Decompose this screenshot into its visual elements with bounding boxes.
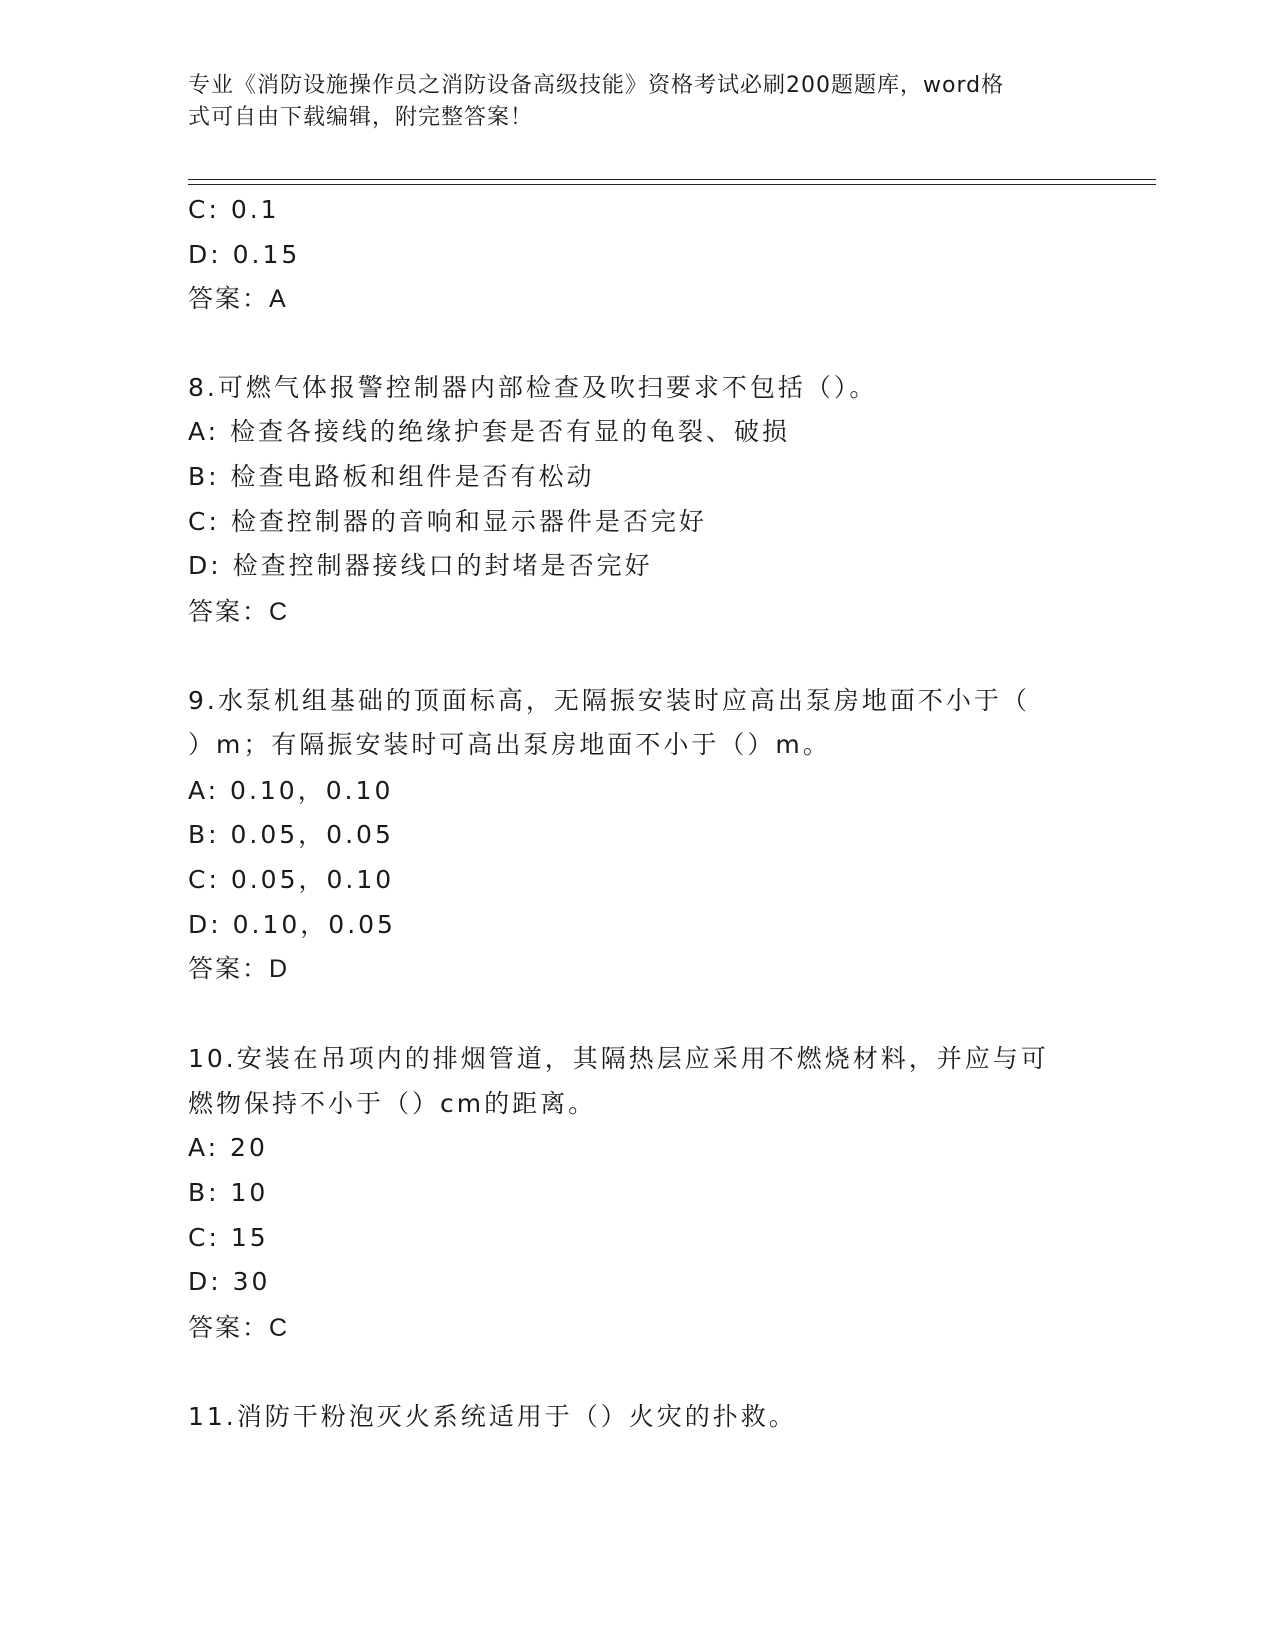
q8-option-c: C: 检查控制器的音响和显示器件是否完好 (188, 507, 707, 536)
q8-option-d: D: 检查控制器接线口的封堵是否完好 (188, 551, 653, 580)
q10-question-line-2: 燃物保持不小于（）cm的距离。 (188, 1089, 597, 1118)
q9-option-a: A: 0.10，0.10 (188, 776, 394, 805)
q7-option-d: D: 0.15 (188, 240, 301, 269)
q8-option-a: A: 检查各接线的绝缘护套是否有显的龟裂、破损 (188, 417, 791, 446)
q8-answer: 答案：C (188, 598, 290, 626)
q10-option-d: D: 30 (188, 1267, 271, 1296)
header-line-2: 式可自由下载编辑，附完整答案！ (188, 105, 534, 130)
q7-answer: 答案：A (188, 285, 288, 313)
header-divider-top (188, 179, 1156, 180)
header-divider-bottom (188, 184, 1156, 185)
q8-question: 8.可燃气体报警控制器内部检查及吹扫要求不包括（）。 (188, 373, 878, 402)
q9-answer: 答案：D (188, 955, 290, 983)
q7-option-c: C: 0.1 (188, 195, 280, 224)
q10-answer: 答案：C (188, 1314, 290, 1342)
q9-option-b: B: 0.05，0.05 (188, 820, 394, 849)
q10-option-c: C: 15 (188, 1223, 269, 1252)
q10-option-b: B: 10 (188, 1178, 269, 1207)
document-header (188, 70, 1088, 134)
q9-question-line-1: 9.水泵机组基础的顶面标高，无隔振安装时应高出泵房地面不小于（ (188, 686, 1030, 715)
q11-question: 11.消防干粉泡灭火系统适用于（）火灾的扑救。 (188, 1402, 797, 1431)
q9-option-d: D: 0.10，0.05 (188, 910, 396, 939)
header-line-1: 专业《消防设施操作员之消防设备高级技能》资格考试必刷200题题库，word格 (188, 73, 1005, 98)
q8-option-b: B: 检查电路板和组件是否有松动 (188, 462, 595, 491)
q10-option-a: A: 20 (188, 1133, 268, 1162)
q9-option-c: C: 0.05，0.10 (188, 865, 395, 894)
q10-question-line-1: 10.安装在吊项内的排烟管道，其隔热层应采用不燃烧材料，并应与可 (188, 1044, 1049, 1073)
q9-question-line-2: ）m；有隔振安装时可高出泵房地面不小于（）m。 (188, 730, 831, 759)
